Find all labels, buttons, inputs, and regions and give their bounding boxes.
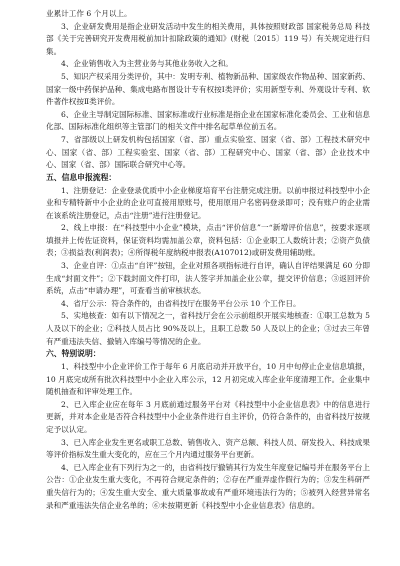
- body-paragraph: 3、已入库企业发生更名或职工总数、销售收入、资产总额、科技人员、研发投入、科技成果等评价指标发生重大变化的，应在三个月内通过服务平台更新。: [46, 437, 370, 460]
- body-paragraph: 1、注册登记：企业登录优质中小企业梯度培育平台注册完成注册。以前申报过科技型中小企业和专精特新中小企业的企业可直接用原账号，使用原用户名密码登录即可；没有账户的企业需在该系统注册登记，点击“注册”进行注册登记。: [46, 185, 370, 220]
- body-paragraph: 5、实地核查：如有以下情况之一，省科技厅会在公示前组织开展实地核查：①职工总数为 5 人及以下的企业；②科技人员占比 90%及以上，且职工总数 50 人及以上的企业；③过去三年曾有严重违法失信、撤销入库编号等情况的企业。: [46, 311, 370, 346]
- body-paragraph: 2、已入库企业应在每年 3 月底前通过服务平台对《科技型中小企业信息表》中的信息进行更新，并对本企业是否符合科技型中小企业条件进行自主评价，仍符合条件的，由省科技厅按规定予以认定。: [46, 399, 370, 434]
- body-paragraph: 3、企业自评：①点击“自评”按钮，企业对照各项指标进行自评，确认自评结果满足 60 分即生成“封面文件”；②下载封面文件打印，法人签字并加盖企业公章，提交评价信息；③返回评价系统，点击“申请办理”，可查看当前审核状态。: [46, 261, 370, 296]
- body-paragraph: 业累计工作 6 个月以上。: [46, 9, 132, 18]
- body-paragraph: 4、企业销售收入为主营业务与其他业务收入之和。: [61, 59, 233, 69]
- body-paragraph: 7、省部级以上研发机构包括国家（省、部）重点实验室、国家（省、部）工程技术研究中心、国家（省、部）工程实验室、国家（省、部）工程研究中心、国家（省、部）企业技术中心、国家（省、部）国际联合研究中心等。: [46, 134, 370, 170]
- body-paragraph: 5、知识产权采用分类评价，其中：发明专利、植物新品种、国家级农作物品种、国家新药、国家一级中药保护品种、集成电路布图设计专有权按Ⅰ类评价；实用新型专利、外观设计专利、软件著作权按Ⅱ类评价。: [46, 71, 370, 107]
- body-paragraph: 1、科技型中小企业评价工作于每年 6 月底启动并开放平台，10 月中旬停止企业信息填报，10 月底完成所有批次科技型中小企业入库公示，12 月初完成入库企业年度清理工作。企业集中随机抽查和评审处理工作。: [46, 362, 370, 397]
- document-body: [46, 8, 370, 512]
- body-paragraph: 3、企业研发费用是指企业研发活动中发生的相关费用，具体按照财政部 国家税务总局 科技部《关于完善研究开发费用税前加计扣除政策的通知》(财税〔2015〕119 号）有关规定进行归集。: [46, 21, 370, 56]
- body-paragraph: 6、企业主导制定国际标准、国家标准或行业标准是指企业在国家标准化委员会、工业和信息化部、国际标准化组织等主管部门的相关文件中排名起草单位前五名。: [46, 109, 370, 132]
- section-heading: 六、特别说明：: [46, 349, 101, 359]
- body-paragraph: 4、省厅公示：符合条件的，由省科技厅在服务平台公示 10 个工作日。: [61, 298, 301, 308]
- body-paragraph: 4、已入库企业有下列行为之一的，由省科技厅撤销其行为发生年度登记编号并在服务平台上公告：①企业发生重大变化，不再符合规定条件的；②存在严重弄虚作假行为的；③发生科研严重失信行为的；④发生重大安全、重大质量事故或有严重环境违法行为的；⑤被列入经营异常名录和严重违法失信企业名单的；⑥未按期更新《科技型中小企业信息表》信息的。: [46, 462, 370, 510]
- body-paragraph: 2、线上申报：在“科技型中小企业”模块，点击“评价信息”一“新增评价信息”，按要求逐项填报并上传佐证资料，保证资料均需加盖公章，资料包括：①企业职工人数统计表；②资产负债表；③损益表(利润表)；④所得税年度纳税申报表(A107012)或研发费用辅助账。: [46, 223, 370, 258]
- section-heading: 五、信息申报流程：: [46, 172, 117, 182]
